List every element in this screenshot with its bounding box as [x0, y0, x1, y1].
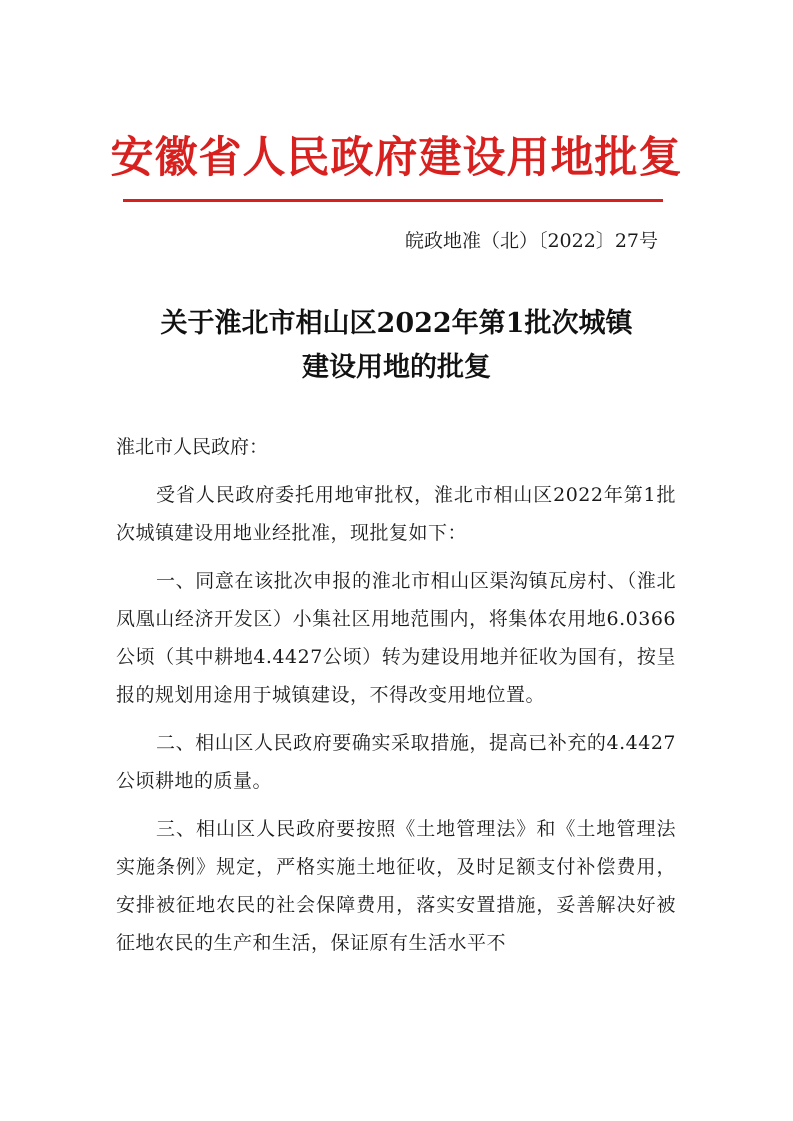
header-red-rule [123, 199, 663, 202]
document-title [110, 302, 683, 390]
document-number: 皖政地准（北）〔2022〕27号 [404, 230, 658, 252]
paragraph-item-3: 三、相山区人民政府要按照《土地管理法》和《土地管理法实施条例》规定，严格实施土地征收，及时足额支付补偿费用，安排被征地农民的社会保障费用，落实安置措施，妥善解决好被征地农民的生产和生活，保证原有生活水平不 [116, 818, 676, 954]
paragraph-intro: 受省人民政府委托用地审批权，淮北市相山区2022年第1批次城镇建设用地业经批准，现批复如下： [116, 484, 676, 544]
document-title-line-2: 建设用地的批复 [302, 352, 491, 383]
addressee: 淮北市人民政府： [116, 436, 269, 458]
document-body [116, 428, 676, 972]
paragraph-item-1: 一、同意在该批次申报的淮北市相山区渠沟镇瓦房村、（淮北凤凰山经济开发区）小集社区用地范围内，将集体农用地6.0366公顷（其中耕地4.4427公顷）转为建设用地并征收为国有，按呈报的规划用途用于城镇建设，不得改变用地位置。 [116, 570, 676, 706]
paragraph-item-2: 二、相山区人民政府要确实采取措施，提高已补充的4.4427公顷耕地的质量。 [116, 732, 676, 792]
document-title-line-1: 关于淮北市相山区2022年第1批次城镇 [160, 308, 633, 339]
document-header-title: 安徽省人民政府建设用地批复 [110, 133, 683, 183]
